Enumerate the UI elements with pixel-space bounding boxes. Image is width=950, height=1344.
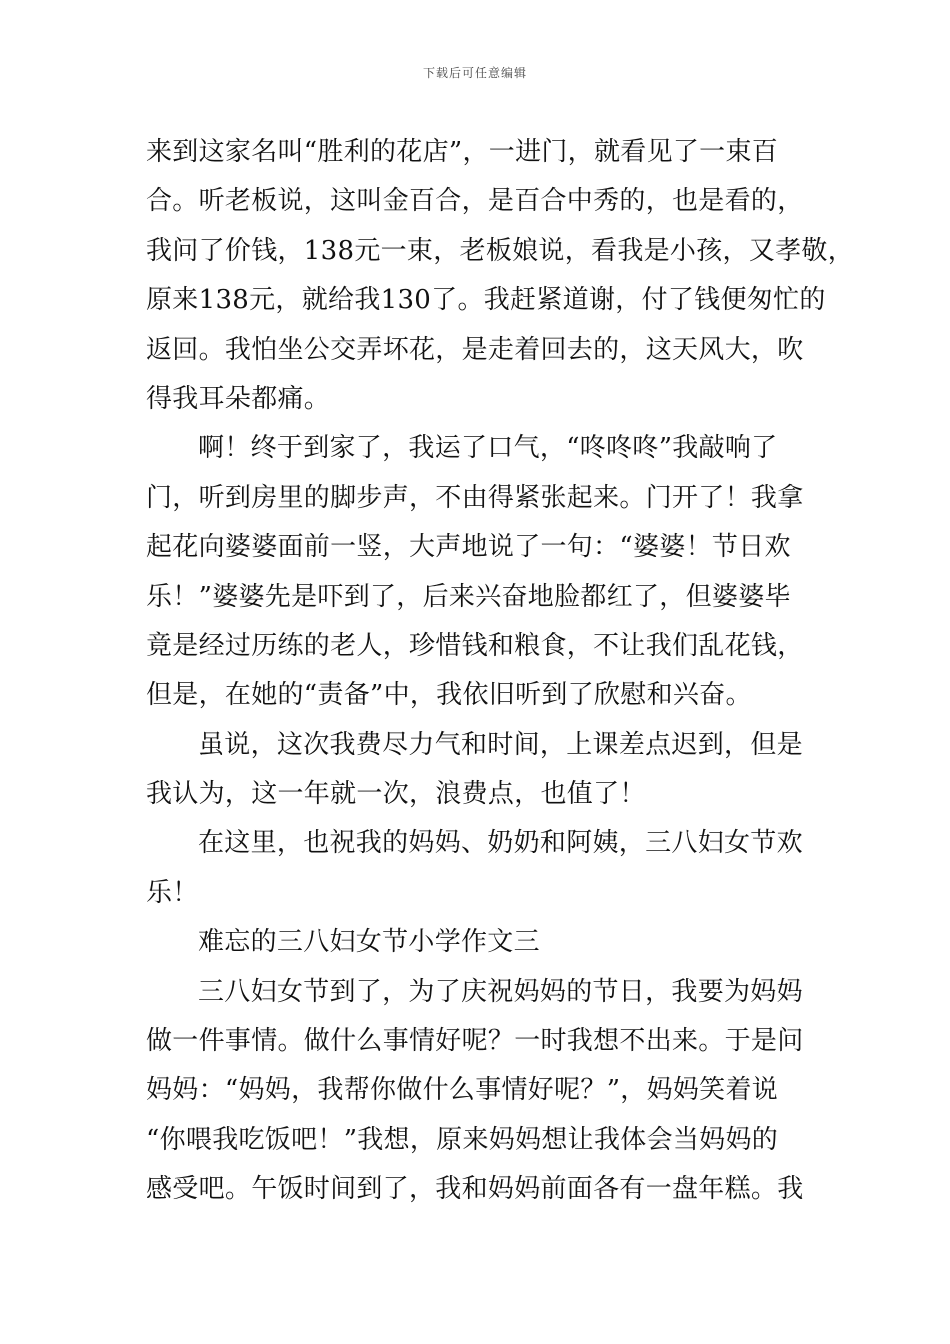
- text-line: 得我耳朵都痛。: [146, 383, 331, 414]
- paragraph-start-line: 啊！终于到家了，我运了口气，“咚咚咚”我敲响了: [198, 433, 778, 464]
- text-line: 感受吧。午饭时间到了，我和妈妈前面各有一盘年糕。我: [146, 1174, 804, 1205]
- text-line: “你喂我吃饭吧！”我想，原来妈妈想让我体会当妈妈的: [146, 1124, 779, 1155]
- section-heading: 难忘的三八妇女节小学作文三: [198, 927, 540, 958]
- text-line: 我认为，这一年就一次，浪费点，也值了！: [146, 779, 646, 810]
- text-line: 合。听老板说，这叫金百合，是百合中秀的，也是看的，: [146, 186, 804, 217]
- text-line: 做一件事情。做什么事情好呢？一时我想不出来。于是问: [146, 1026, 804, 1057]
- paragraph-start-line: 在这里，也祝我的妈妈、奶奶和阿姨，三八妇女节欢: [198, 828, 803, 859]
- page-header: 下载后可任意编辑: [422, 66, 527, 80]
- text-line: 原来138元，就给我130了。我赶紧道谢，付了钱便匆忙的: [146, 285, 826, 316]
- text-line: 妈妈：“妈妈，我帮你做什么事情好呢？”，妈妈笑着说: [146, 1075, 779, 1106]
- text-line: 我问了价钱，138元一束，老板娘说，看我是小孩，又孝敬，: [146, 235, 855, 266]
- text-line: 来到这家名叫“胜利的花店”，一进门，就看见了一束百: [146, 137, 779, 167]
- text-line: 但是，在她的“责备”中，我依旧听到了欣慰和兴奋。: [146, 680, 752, 711]
- text-line: 返回。我怕坐公交弄坏花，是走着回去的，这天风大，吹: [146, 334, 804, 365]
- paragraph-start-line: 三八妇女节到了，为了庆祝妈妈的节日，我要为妈妈: [198, 976, 803, 1007]
- text-line: 竟是经过历练的老人，珍惜钱和粮食，不让我们乱花钱，: [146, 630, 804, 661]
- text-line: 起花向婆婆面前一竖，大声地说了一句：“婆婆！节日欢: [146, 532, 791, 563]
- text-line: 乐！”婆婆先是吓到了，后来兴奋地脸都红了，但婆婆毕: [146, 581, 791, 612]
- paragraph-start-line: 虽说，这次我费尽力气和时间，上课差点迟到，但是: [198, 729, 803, 760]
- document-body: [146, 128, 855, 1215]
- text-line: 门，听到房里的脚步声，不由得紧张起来。门开了！我拿: [146, 482, 804, 513]
- text-line: 乐！: [146, 877, 199, 908]
